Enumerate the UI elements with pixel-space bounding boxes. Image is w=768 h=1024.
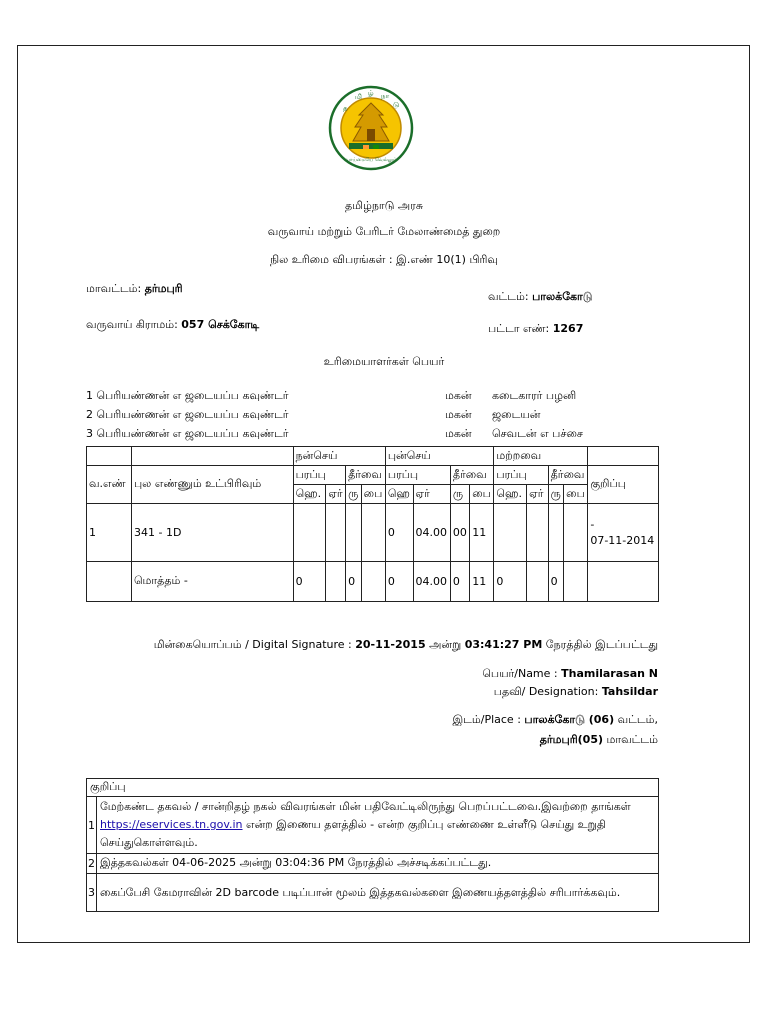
header-remarks: குறிப்பு bbox=[588, 466, 659, 504]
header-unit: ஏர் bbox=[413, 485, 450, 504]
taluk-value: பாலக்கோடு bbox=[532, 290, 593, 303]
note-no: 1 bbox=[87, 797, 97, 854]
svg-text:டு: டு bbox=[393, 101, 400, 109]
cell bbox=[548, 504, 564, 562]
designation-line bbox=[494, 685, 658, 700]
owner-no: 3 bbox=[86, 427, 93, 440]
cell bbox=[527, 504, 548, 562]
patta-line bbox=[488, 322, 583, 337]
list-item bbox=[87, 874, 659, 912]
total-label: மொத்தம் - bbox=[132, 562, 294, 602]
signer-name: Thamilarasan N bbox=[561, 667, 658, 680]
header-unit: ஹெ. bbox=[293, 485, 326, 504]
place-line bbox=[452, 713, 658, 728]
cell: 0 bbox=[385, 504, 413, 562]
header-unit: ரு bbox=[450, 485, 469, 504]
header-nanjai: நன்செய் bbox=[293, 447, 385, 466]
remarks-dash: - bbox=[590, 517, 595, 531]
designation-label: பதவி/ Designation: bbox=[493, 685, 599, 698]
owner-row bbox=[86, 389, 289, 404]
district-word: மாவட்டம் bbox=[606, 733, 658, 746]
header-punjai-tax: தீர்வை bbox=[450, 466, 494, 485]
list-item bbox=[87, 797, 659, 854]
owner-relation: மகன் bbox=[445, 389, 472, 402]
signature-prefix: மின்கையொப்பம் / Digital Signature : bbox=[153, 638, 352, 651]
name-label: பெயர்/Name : bbox=[482, 667, 558, 680]
signature-date: 20-11-2015 bbox=[355, 638, 426, 651]
cell bbox=[564, 504, 588, 562]
place-label: இடம்/Place : bbox=[452, 713, 521, 726]
owner-row bbox=[86, 427, 289, 442]
taluk-line bbox=[488, 290, 593, 305]
patta-label: பட்டா எண்: bbox=[488, 322, 550, 335]
svg-text:மி: மி bbox=[355, 93, 362, 101]
row-survey: 341 - 1D bbox=[132, 504, 294, 562]
header-unit: ஹெ. bbox=[494, 485, 527, 504]
header-unit: பை bbox=[564, 485, 588, 504]
header-others-tax: தீர்வை bbox=[548, 466, 588, 485]
cell bbox=[494, 504, 527, 562]
district-value: தர்மபுரி bbox=[144, 282, 183, 295]
cell bbox=[346, 504, 362, 562]
header-blank bbox=[132, 447, 294, 466]
village-value: 057 செக்கோடி bbox=[181, 318, 260, 331]
cell bbox=[361, 504, 385, 562]
header-sl-no: வ.எண் bbox=[87, 466, 132, 504]
district-line bbox=[86, 282, 183, 297]
signature-on: அன்று bbox=[429, 638, 462, 651]
owner-row bbox=[86, 408, 289, 423]
header-unit: ஹெ bbox=[385, 485, 413, 504]
cell bbox=[87, 562, 132, 602]
table-row bbox=[87, 504, 659, 562]
note-text: இத்தகவல்கள் 04-06-2025 அன்று 03:04:36 PM நேரத்தில் அச்சடிக்கப்பட்டது. bbox=[97, 854, 659, 874]
header-punjai: புன்செய் bbox=[385, 447, 494, 466]
owner-relation: மகன் bbox=[445, 427, 472, 440]
total-row bbox=[87, 562, 659, 602]
cell: 0 bbox=[293, 562, 326, 602]
owner-parent: கடைகாரர் பழனி bbox=[492, 389, 577, 402]
taluk-word: வட்டம், bbox=[617, 713, 658, 726]
government-title: தமிழ்நாடு அரசு bbox=[344, 199, 424, 212]
cell: 0 bbox=[346, 562, 362, 602]
land-details-table bbox=[86, 446, 659, 602]
owners-heading: உரிமையாளர்கள் பெயர் bbox=[323, 355, 445, 368]
patta-value: 1267 bbox=[552, 322, 584, 335]
header-unit: பை bbox=[361, 485, 385, 504]
owner-name: பெரியண்ணன் எ ஜடையப்ப கவுண்டர் bbox=[96, 408, 289, 421]
header-unit: ஏர் bbox=[527, 485, 548, 504]
header-unit: ரு bbox=[548, 485, 564, 504]
header-unit: ஏர் bbox=[326, 485, 346, 504]
svg-text:வாய்மையே வெல்லும்: வாய்மையே வெல்லும் bbox=[345, 157, 397, 163]
district-label: மாவட்டம்: bbox=[86, 282, 142, 295]
note-text-b: என்ற இணைய தளத்தில் - என்ற குறிப்பு எண்ணை உள்ளீடு செய்து உறுதி செய்துகொள்ளவும். bbox=[100, 818, 606, 849]
header-blank bbox=[87, 447, 132, 466]
note-no: 2 bbox=[87, 854, 97, 874]
cell bbox=[293, 504, 326, 562]
cell: 11 bbox=[470, 562, 494, 602]
cell: 11 bbox=[470, 504, 494, 562]
digital-signature-line bbox=[154, 638, 658, 653]
signature-time: 03:41:27 PM bbox=[464, 638, 543, 651]
eservices-link[interactable]: https://eservices.tn.gov.in bbox=[100, 818, 243, 831]
section-title: நில உரிமை விபரங்கள் : இ.எண் 10(1) பிரிவு bbox=[270, 253, 498, 266]
cell bbox=[361, 562, 385, 602]
notes-heading: குறிப்பு bbox=[87, 779, 659, 797]
svg-text:ழ்: ழ் bbox=[368, 89, 374, 97]
village-line bbox=[86, 318, 259, 333]
signer-name-line bbox=[482, 667, 658, 682]
header-nanjai-area: பரப்பு bbox=[293, 466, 345, 485]
department-title: வருவாய் மற்றும் பேரிடர் மேலாண்மைத் துறை bbox=[267, 225, 501, 238]
note-text bbox=[97, 797, 659, 854]
cell: 04.00 bbox=[413, 562, 450, 602]
cell: 0 bbox=[450, 562, 469, 602]
owner-name: பெரியண்ணன் எ ஜடையப்ப கவுண்டர் bbox=[96, 427, 289, 440]
header-unit: பை bbox=[470, 485, 494, 504]
owner-no: 2 bbox=[86, 408, 93, 421]
owner-relation: மகன் bbox=[445, 408, 472, 421]
cell bbox=[326, 504, 346, 562]
svg-text:த: த bbox=[343, 104, 348, 112]
header-unit: ரு bbox=[346, 485, 362, 504]
village-label: வருவாய் கிராமம்: bbox=[86, 318, 178, 331]
cell: 0 bbox=[385, 562, 413, 602]
cell: 04.00 bbox=[413, 504, 450, 562]
header-others-area: பரப்பு bbox=[494, 466, 548, 485]
owner-parent: ஜடையன் bbox=[492, 408, 541, 421]
place-taluk: பாலக்கோடு (06) bbox=[524, 713, 615, 726]
cell: 00 bbox=[450, 504, 469, 562]
notes-table bbox=[86, 778, 659, 912]
cell bbox=[564, 562, 588, 602]
svg-text:நா: நா bbox=[381, 92, 390, 100]
cell bbox=[588, 562, 659, 602]
header-blank bbox=[588, 447, 659, 466]
tamil-nadu-emblem-icon bbox=[323, 85, 419, 171]
owner-no: 1 bbox=[86, 389, 93, 402]
header-survey: புல எண்ணும் உட்பிரிவும் bbox=[132, 466, 294, 504]
list-item bbox=[87, 854, 659, 874]
owner-name: பெரியண்ணன் எ ஜடையப்ப கவுண்டர் bbox=[96, 389, 289, 402]
header-punjai-area: பரப்பு bbox=[385, 466, 450, 485]
cell bbox=[326, 562, 346, 602]
note-no: 3 bbox=[87, 874, 97, 912]
cell: 0 bbox=[494, 562, 527, 602]
cell: 0 bbox=[548, 562, 564, 602]
taluk-label: வட்டம்: bbox=[488, 290, 529, 303]
signature-suffix: நேரத்தில் இடப்பட்டது bbox=[545, 638, 658, 651]
designation-value: Tahsildar bbox=[601, 685, 658, 698]
owner-parent: செவடன் எ பச்சை bbox=[492, 427, 583, 440]
header-nanjai-tax: தீர்வை bbox=[346, 466, 386, 485]
place-district-line bbox=[540, 733, 658, 748]
note-text-a: மேற்கண்ட தகவல் / சான்றிதழ் நகல் விவரங்கள் மின் பதிவேட்டிலிருந்து பெறப்பட்டவை.இவற்றை தாங்கள் bbox=[100, 800, 631, 813]
remarks-date: 07-11-2014 bbox=[590, 533, 655, 547]
place-district: தர்மபுரி(05) bbox=[539, 733, 603, 746]
row-remarks bbox=[588, 504, 659, 562]
row-sl: 1 bbox=[87, 504, 132, 562]
cell bbox=[527, 562, 548, 602]
header-others: மற்றவை bbox=[494, 447, 588, 466]
note-text: கைப்பேசி கேமராவின் 2D barcode படிப்பான் மூலம் இத்தகவல்களை இணையத்தளத்தில் சரிபார்க்கவும். bbox=[97, 874, 659, 912]
